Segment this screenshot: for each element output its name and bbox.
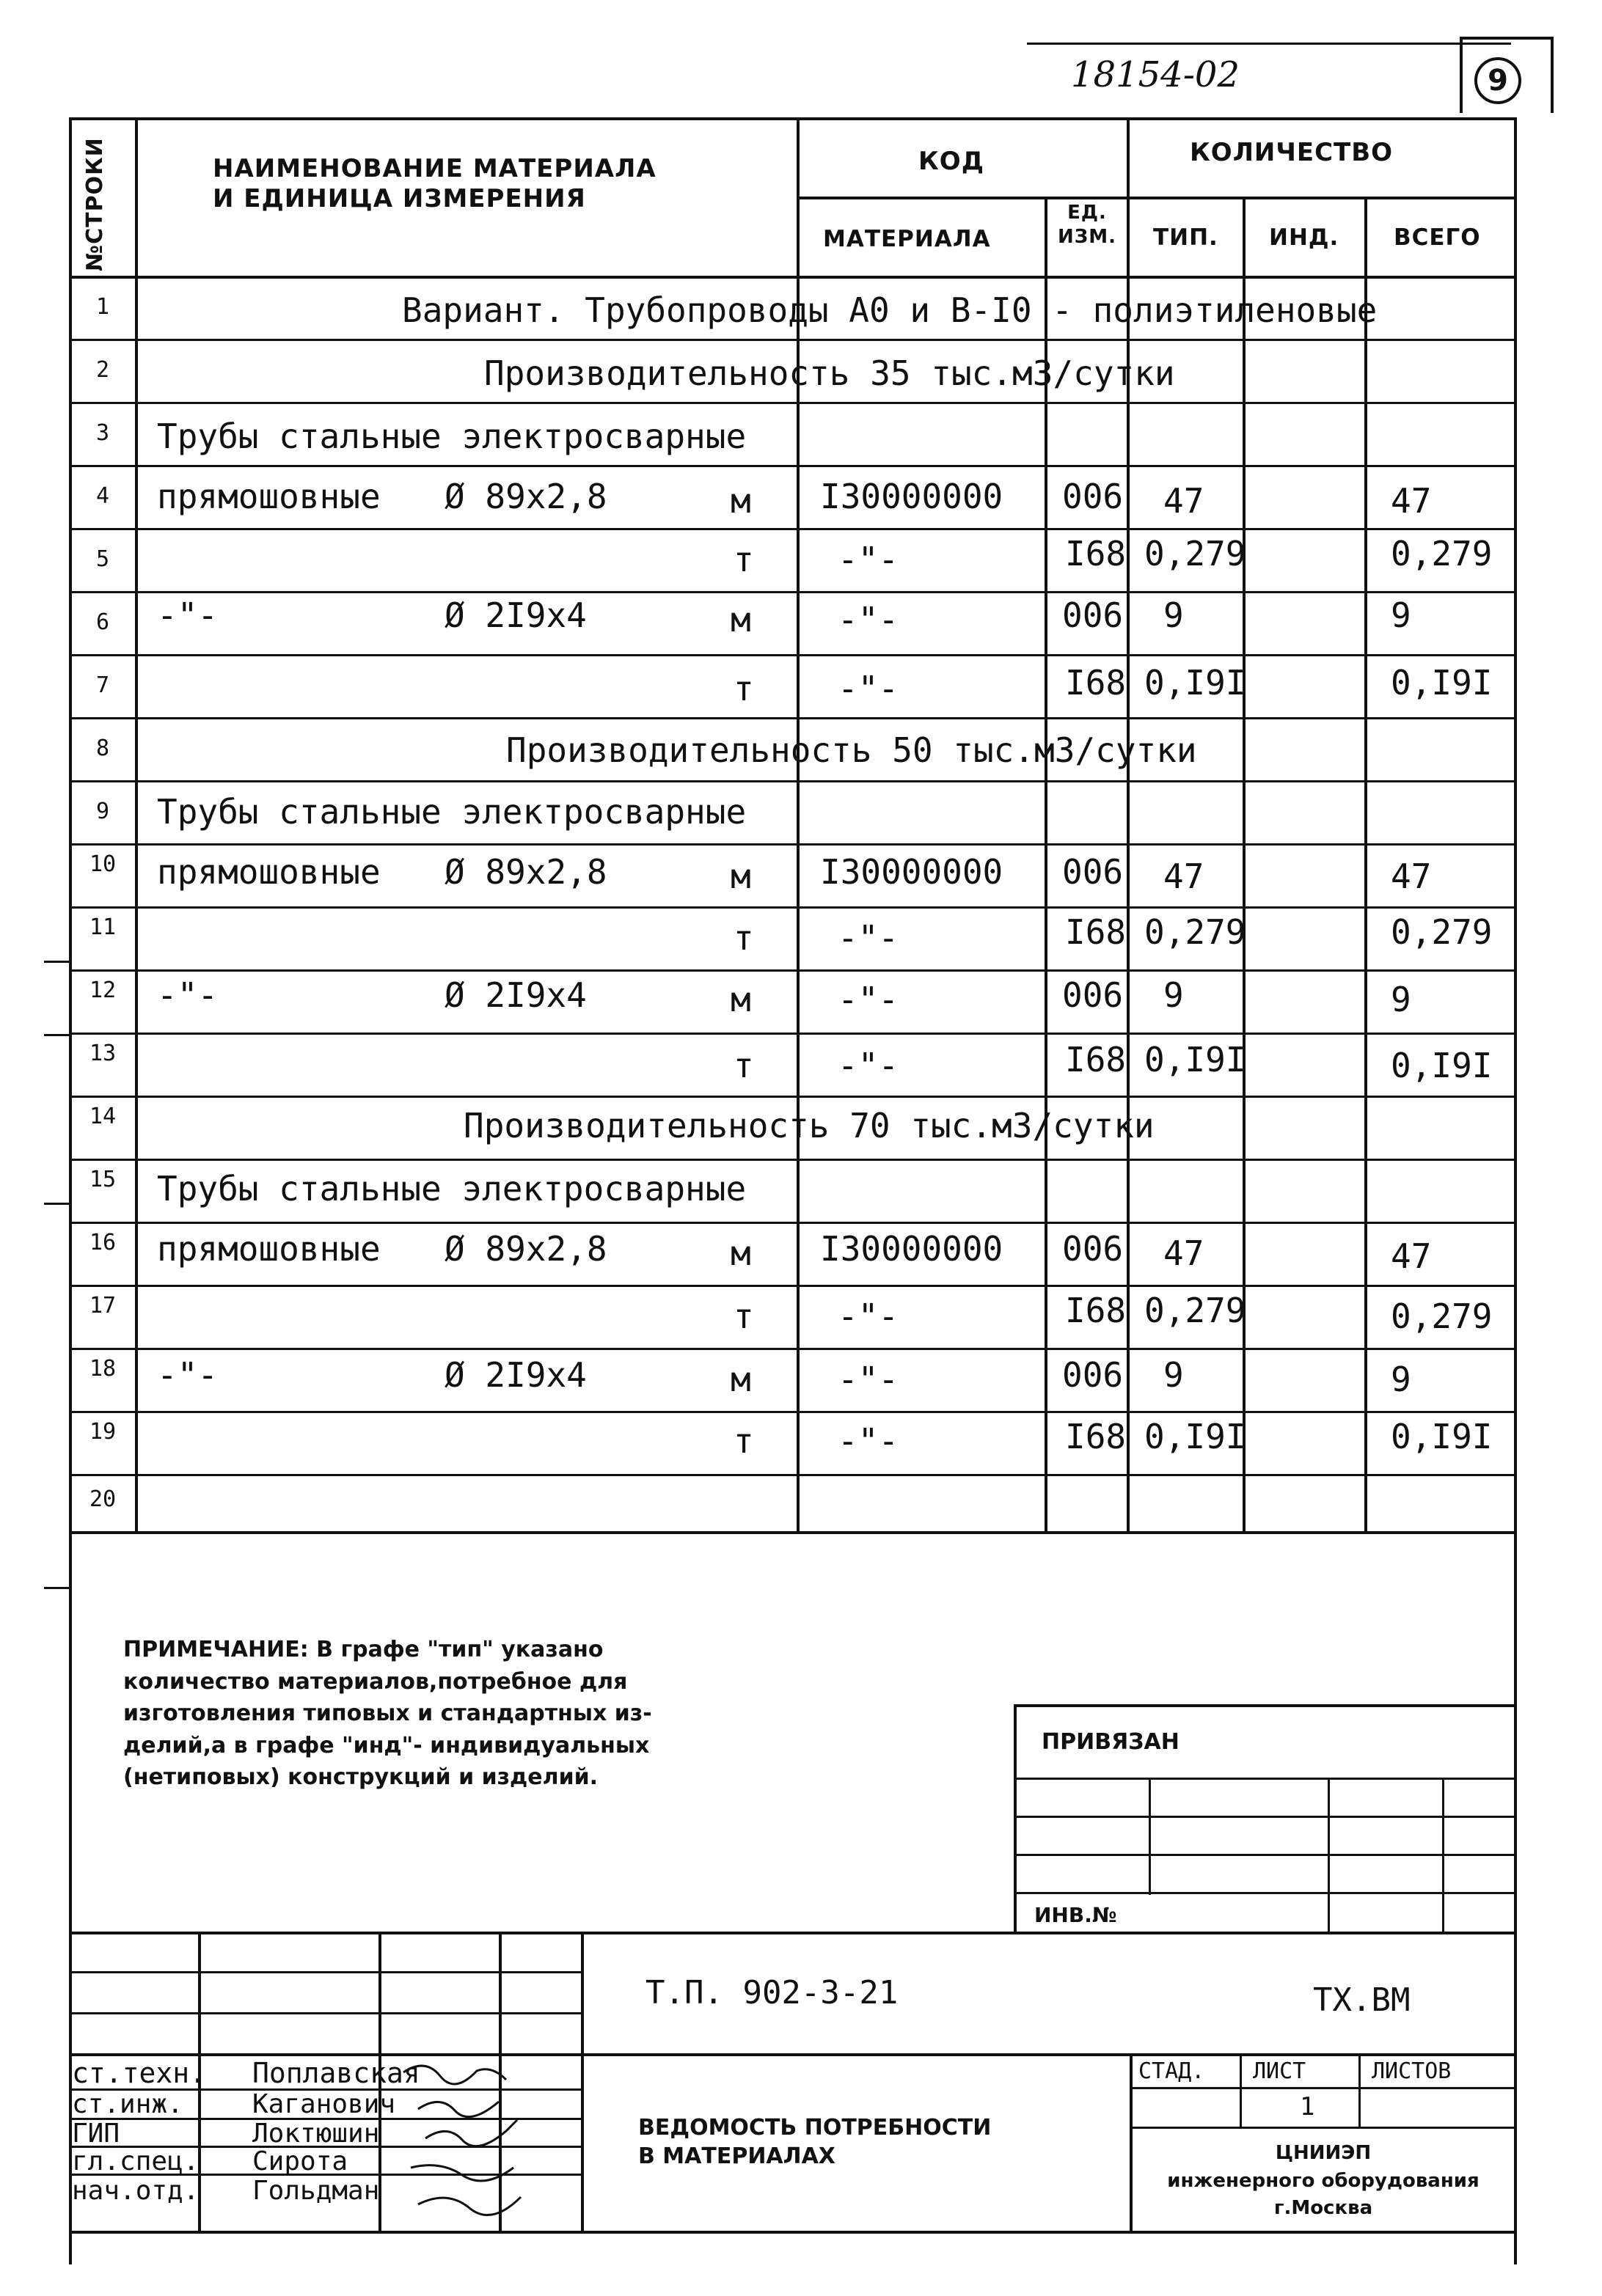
privyazan-col <box>1149 1778 1151 1895</box>
header-row-number: №СТРОКИ <box>82 137 108 271</box>
item-unit-code: 006 <box>1062 1355 1124 1395</box>
item-typ: 9 <box>1163 975 1184 1015</box>
row-number: 2 <box>95 357 110 383</box>
top-frame-line <box>1027 43 1511 45</box>
org-line: инженерного оборудования <box>1167 2169 1480 2192</box>
header-code: КОД <box>918 147 984 176</box>
item-size: Ø 89x2,8 <box>445 1229 607 1269</box>
margin-tick <box>44 1203 70 1205</box>
item-name: прямошовные <box>157 477 381 516</box>
titleblock-top <box>69 1932 1514 1934</box>
note-line: делий,а в графе "инд"- индивидуальных <box>123 1732 650 1758</box>
row-number: 19 <box>89 1419 117 1445</box>
item-unit-code: I68 <box>1065 1291 1127 1330</box>
item-size: Ø 2I9x4 <box>445 1355 587 1395</box>
row-number: 12 <box>89 978 117 1003</box>
titleblock-col <box>581 1932 584 2232</box>
row-line <box>69 1159 1514 1161</box>
note-block <box>123 1634 652 1794</box>
item-total: 47 <box>1391 1236 1432 1276</box>
item-total: 9 <box>1391 980 1411 1019</box>
item-total: 0,I9I <box>1391 1046 1493 1085</box>
item-name: -"- <box>157 595 219 635</box>
section-title: Производительность 70 тыс.м3/сутки <box>464 1106 1155 1145</box>
item-typ: 0,279 <box>1144 534 1246 573</box>
document-title-line-1: ВЕДОМОСТЬ ПОТРЕБНОСТИ <box>638 2115 992 2141</box>
privyazan-row <box>1014 1778 1514 1780</box>
header-name <box>213 154 656 214</box>
header-name-line-2: И ЕДИНИЦА ИЗМЕРЕНИЯ <box>213 183 586 213</box>
org-line: ЦНИИЭП <box>1275 2142 1372 2164</box>
organization <box>1133 2140 1514 2223</box>
row-line <box>69 1411 1514 1413</box>
privyazan-row <box>1014 1854 1514 1856</box>
item-typ: 0,I9I <box>1144 1417 1246 1456</box>
margin-tick <box>44 1587 70 1589</box>
privyazan-row <box>1014 1892 1514 1894</box>
stage-box-row <box>1130 2087 1514 2089</box>
margin-tick <box>44 1034 70 1036</box>
col-line-name <box>797 119 800 1531</box>
person-role: ст.инж. <box>72 2089 183 2119</box>
sheet-label: ЛИСТ <box>1253 2058 1306 2084</box>
org-line: г.Москва <box>1273 2197 1373 2220</box>
header-ind: ИНД. <box>1269 224 1339 251</box>
person-role: ГИП <box>72 2119 120 2149</box>
person-role: гл.спец. <box>72 2146 200 2176</box>
document-title <box>638 2113 991 2171</box>
signature-scribble <box>418 2102 499 2117</box>
item-unit-code: 006 <box>1062 852 1124 892</box>
item-code: -"- <box>838 600 899 639</box>
row-number: 17 <box>89 1293 117 1318</box>
row-line <box>69 402 1514 404</box>
item-typ: 47 <box>1163 481 1204 521</box>
row-number: 5 <box>95 546 110 572</box>
header-quantity: КОЛИЧЕСТВО <box>1190 138 1394 167</box>
person-role: нач.отд. <box>72 2176 200 2206</box>
item-unit-code: I68 <box>1065 1417 1127 1456</box>
item-name: -"- <box>157 1355 219 1395</box>
item-code: I30000000 <box>820 1229 1003 1269</box>
privyazan-label: ПРИВЯЗАН <box>1042 1729 1179 1755</box>
row-number: 9 <box>95 799 110 824</box>
row-number: 15 <box>89 1167 117 1192</box>
col-line-typ <box>1243 198 1246 1531</box>
header-unit <box>1047 201 1127 249</box>
person-name: Гольдман <box>252 2176 380 2206</box>
item-unit: т <box>734 1296 754 1336</box>
row-line <box>69 1033 1514 1035</box>
header-mid-line <box>797 197 1514 199</box>
titleblock-bottom <box>69 2231 1514 2234</box>
item-unit: т <box>734 540 754 579</box>
row-line <box>69 465 1514 467</box>
item-unit: т <box>734 1421 754 1461</box>
item-unit: м <box>731 857 751 896</box>
col-line-unit <box>1127 119 1130 1531</box>
row-number: 6 <box>95 609 110 635</box>
section-title: Вариант. Трубопроводы А0 и В-I0 - полиэтиленовые <box>402 290 1378 330</box>
item-total: 47 <box>1391 857 1432 896</box>
item-code: -"- <box>838 918 899 958</box>
item-size: Ø 2I9x4 <box>445 975 587 1015</box>
row-line <box>69 339 1514 341</box>
page-badge <box>1474 57 1521 104</box>
row-line <box>69 528 1514 530</box>
row-line <box>69 591 1514 593</box>
item-unit: т <box>734 669 754 708</box>
item-unit-code: I68 <box>1065 912 1127 952</box>
col-line-rownum <box>135 119 138 1531</box>
item-total: 47 <box>1391 481 1432 521</box>
person-role: ст.техн. <box>72 2057 207 2089</box>
item-name: Трубы стальные электросварные <box>157 417 747 456</box>
item-typ: 9 <box>1163 595 1184 635</box>
item-typ: 9 <box>1163 1355 1184 1395</box>
row-number: 20 <box>89 1486 117 1512</box>
doc-number: 18154-02 <box>1071 54 1240 95</box>
item-unit-code: 006 <box>1062 975 1124 1015</box>
item-total: 0,I9I <box>1391 1417 1493 1456</box>
item-typ: 0,279 <box>1144 912 1246 952</box>
privyazan-col <box>1442 1778 1444 1932</box>
item-unit-code: I68 <box>1065 1040 1127 1079</box>
row-line <box>69 780 1514 782</box>
row-number: 1 <box>95 294 110 320</box>
person-name: Поплавская <box>252 2057 420 2089</box>
item-total: 0,I9I <box>1391 663 1493 703</box>
signature-scribble <box>411 2165 513 2181</box>
signature-scribble <box>418 2197 521 2215</box>
stage-box-col <box>1240 2053 1242 2127</box>
margin-tick <box>44 961 70 963</box>
col-line-code <box>1045 198 1047 1531</box>
row-number: 14 <box>89 1104 117 1129</box>
person-name: Каганович <box>252 2089 396 2119</box>
person-name: Локтюшин <box>252 2119 380 2149</box>
item-code: -"- <box>838 1421 899 1461</box>
privyazan-row <box>1014 1816 1514 1818</box>
signatures <box>396 2058 543 2226</box>
item-name: прямошовные <box>157 1229 381 1269</box>
row-line <box>69 1285 1514 1287</box>
signature-scribble <box>425 2120 517 2146</box>
note-line: (нетиповых) конструкций и изделий. <box>123 1764 599 1790</box>
page-badge-number: 9 <box>1488 64 1508 98</box>
row-number: 7 <box>95 672 110 698</box>
item-total: 0,279 <box>1391 534 1493 573</box>
note-line: количество материалов,потребное для <box>123 1668 628 1695</box>
item-code: I30000000 <box>820 477 1003 516</box>
row-line <box>69 654 1514 656</box>
signature-scribble <box>403 2066 506 2084</box>
document-title-line-2: В МАТЕРИАЛАХ <box>638 2143 835 2169</box>
item-code: -"- <box>838 980 899 1019</box>
section-title: Производительность 50 тыс.м3/сутки <box>506 730 1197 770</box>
item-name: Трубы стальные электросварные <box>157 1169 747 1208</box>
item-code: -"- <box>838 540 899 579</box>
item-unit: м <box>731 481 751 521</box>
item-size: Ø 89x2,8 <box>445 852 607 892</box>
titleblock-left-row <box>69 2012 582 2014</box>
item-unit: м <box>731 1360 751 1399</box>
item-total: 9 <box>1391 1360 1411 1399</box>
col-line-ind <box>1364 198 1367 1531</box>
row-line <box>69 843 1514 846</box>
header-total: ВСЕГО <box>1394 224 1481 251</box>
header-bottom-line <box>69 276 1514 279</box>
titleblock-left-row <box>69 1971 582 1973</box>
sheet-value: 1 <box>1300 2092 1315 2121</box>
row-line <box>69 1222 1514 1224</box>
project-number: Т.П. 902-3-21 <box>645 1974 899 2011</box>
item-size: Ø 2I9x4 <box>445 595 587 635</box>
item-unit-code: I68 <box>1065 663 1127 703</box>
item-code: -"- <box>838 1296 899 1336</box>
item-name: Трубы стальные электросварные <box>157 792 747 832</box>
item-unit-code: 006 <box>1062 595 1124 635</box>
row-number: 13 <box>89 1041 117 1066</box>
table-bottom-line <box>69 1531 1514 1534</box>
item-unit: т <box>734 1046 754 1085</box>
item-code: -"- <box>838 1046 899 1085</box>
header-material: МАТЕРИАЛА <box>823 226 991 252</box>
item-unit: м <box>731 600 751 639</box>
item-unit: м <box>731 980 751 1019</box>
header-name-line-1: НАИМЕНОВАНИЕ МАТЕРИАЛА <box>213 154 656 183</box>
item-total: 0,279 <box>1391 912 1493 952</box>
stage-box-row <box>1130 2127 1514 2129</box>
header-unit-line-2: ИЗМ. <box>1058 225 1116 248</box>
sheets-label: ЛИСТОВ <box>1372 2058 1452 2084</box>
item-name: -"- <box>157 975 219 1015</box>
row-number: 11 <box>89 914 117 940</box>
inv-number-label: ИНВ.№ <box>1034 1903 1117 1927</box>
row-line <box>69 969 1514 972</box>
item-unit: м <box>731 1233 751 1273</box>
row-number: 18 <box>89 1356 117 1382</box>
item-unit-code: 006 <box>1062 1229 1124 1269</box>
item-unit: т <box>734 918 754 958</box>
person-name: Сирота <box>252 2146 348 2176</box>
header-typ: ТИП. <box>1153 224 1218 251</box>
note-line: ПРИМЕЧАНИЕ: В графе "тип" указано <box>123 1637 604 1662</box>
privyazan-col <box>1328 1778 1330 1932</box>
doc-code: ТХ.ВМ <box>1313 1981 1411 2019</box>
row-number: 8 <box>95 736 110 761</box>
row-number: 3 <box>95 420 110 446</box>
row-number: 4 <box>95 483 110 509</box>
item-unit-code: 006 <box>1062 477 1124 516</box>
row-number: 16 <box>89 1230 117 1255</box>
item-typ: 0,I9I <box>1144 663 1246 703</box>
item-code: -"- <box>838 1360 899 1399</box>
row-line <box>69 1096 1514 1098</box>
item-unit-code: I68 <box>1065 534 1127 573</box>
item-size: Ø 89x2,8 <box>445 477 607 516</box>
item-total: 0,279 <box>1391 1296 1493 1336</box>
row-number: 10 <box>89 851 117 877</box>
item-total: 9 <box>1391 595 1411 635</box>
row-line <box>69 1474 1514 1476</box>
row-line <box>69 717 1514 719</box>
stage-label: СТАД. <box>1138 2058 1205 2084</box>
item-typ: 0,279 <box>1144 1291 1246 1330</box>
item-code: -"- <box>838 669 899 708</box>
note-line: изготовления типовых и стандартных из- <box>123 1701 652 1726</box>
item-typ: 47 <box>1163 857 1204 896</box>
stage-box-col <box>1358 2053 1361 2127</box>
item-typ: 47 <box>1163 1233 1204 1273</box>
header-unit-line-1: ЕД. <box>1067 202 1107 224</box>
section-title: Производительность 35 тыс.м3/сутки <box>484 353 1175 393</box>
item-code: I30000000 <box>820 852 1003 892</box>
titleblock-mid <box>69 2053 1514 2056</box>
item-name: прямошовные <box>157 852 381 892</box>
row-line <box>69 906 1514 909</box>
item-typ: 0,I9I <box>1144 1040 1246 1079</box>
row-line <box>69 1348 1514 1350</box>
